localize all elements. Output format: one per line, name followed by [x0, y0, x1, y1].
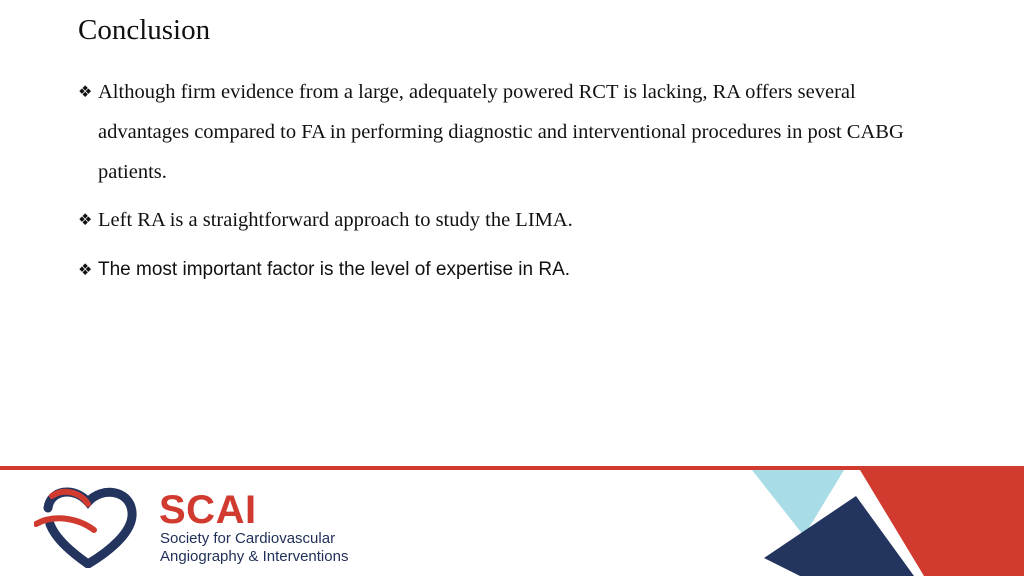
bullet-list — [78, 72, 938, 290]
diamond-bullet-icon: ❖ — [78, 260, 93, 279]
diamond-bullet-icon: ❖ — [78, 210, 93, 229]
org-name-line1: Society for Cardiovascular — [160, 530, 336, 547]
diamond-bullet-icon: ❖ — [78, 82, 93, 101]
bullet-text: The most important factor is the level of expertise in RA. — [98, 259, 571, 280]
corner-decoration — [724, 466, 1024, 576]
slide-title: Conclusion — [78, 14, 211, 46]
bullet-item — [78, 200, 938, 240]
bullet-item — [78, 72, 938, 192]
footer — [0, 466, 1024, 576]
bullet-text: Left RA is a straightforward approach to study the LIMA. — [98, 209, 573, 231]
org-name-line2: Angiography & Interventions — [160, 548, 349, 565]
bullet-item — [78, 250, 938, 290]
scai-heart-logo-icon — [34, 484, 144, 568]
bullet-text: Although firm evidence from a large, adequately powered RCT is lacking, RA offers several advantages compared to FA in performing diagnostic and interventional procedures in post CABG patients. — [98, 81, 904, 183]
org-abbrev: SCAI — [159, 488, 257, 532]
